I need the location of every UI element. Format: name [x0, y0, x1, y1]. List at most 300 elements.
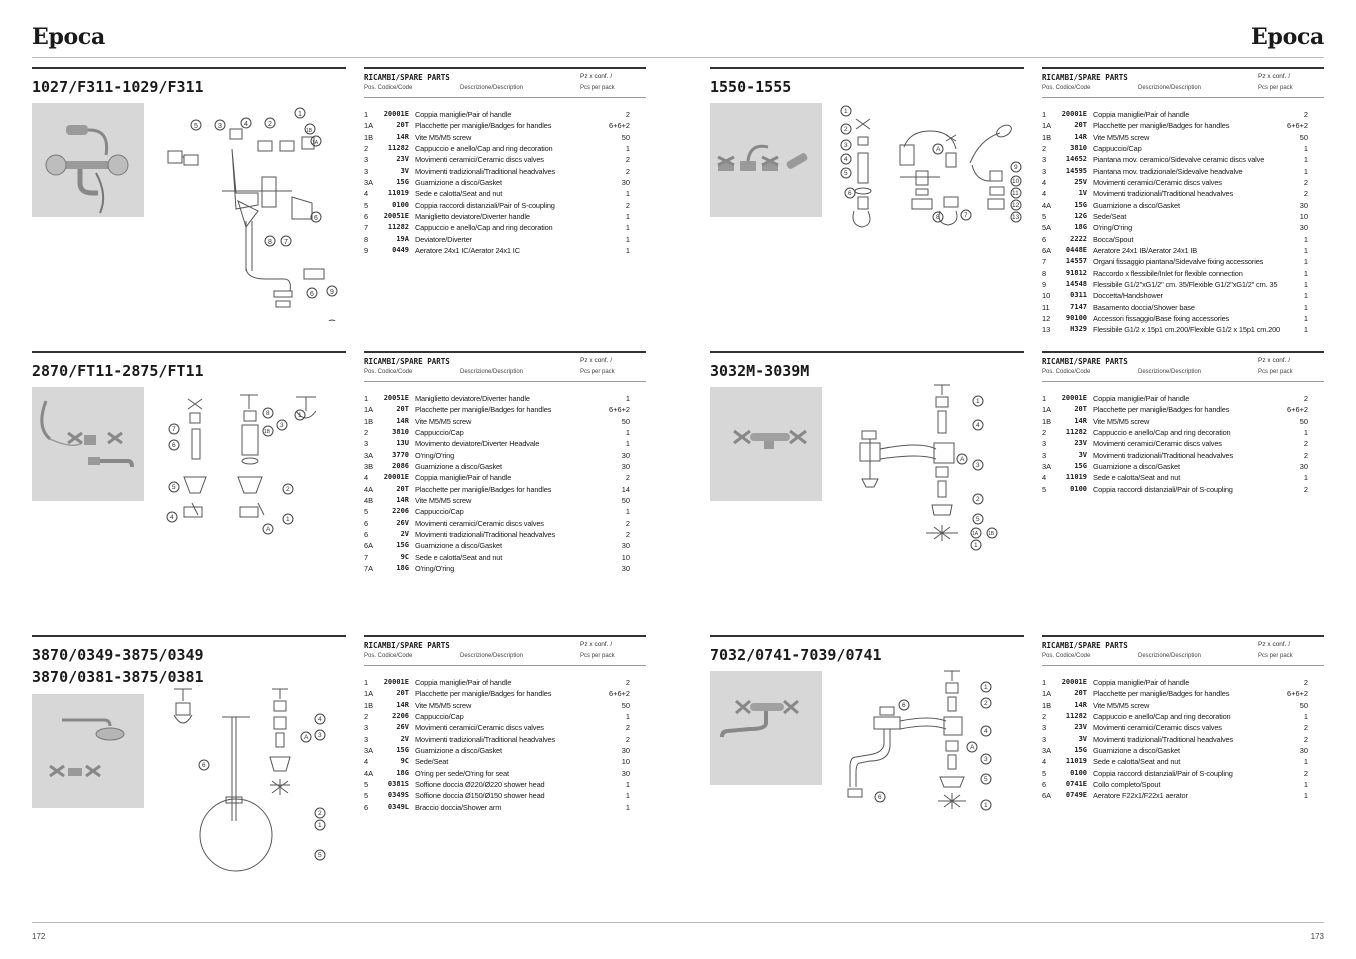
description-cell: Movimenti tradizionali/Traditional headvalves — [1093, 189, 1234, 199]
description-cell: Movimenti ceramici/Ceramic discs valves — [415, 723, 544, 733]
code-cell: 0381S — [387, 779, 409, 788]
pos-cell: 1 — [1042, 394, 1047, 403]
code-cell: 15G — [1074, 745, 1087, 754]
pos-cell: 11 — [1042, 302, 1050, 312]
table-row — [364, 450, 646, 461]
pos-cell: 4 — [1042, 189, 1047, 199]
pcs-per-pack-header: Pcs per pack — [580, 653, 615, 659]
table-row — [1042, 768, 1324, 779]
product-code: 7032/0741-7039/0741 — [710, 646, 882, 664]
table-row — [1042, 688, 1324, 699]
quantity-cell: 2 — [1303, 439, 1308, 449]
table-row — [1042, 132, 1324, 143]
code-cell: 20T — [396, 121, 409, 130]
code-cell: 20001E — [1061, 110, 1087, 118]
table-row — [364, 234, 646, 245]
description-cell: Bocca/Spout — [1093, 234, 1134, 244]
description-cell: Cappuccio/Cap — [415, 427, 464, 437]
header-divider — [364, 381, 646, 382]
quantity-cell: 1 — [1303, 166, 1308, 176]
callout-label: 6 — [902, 702, 906, 709]
pos-cell: 5A — [1042, 223, 1052, 233]
shower-set-photo-icon — [32, 387, 144, 501]
table-row — [1042, 324, 1324, 335]
table-row — [1042, 279, 1324, 290]
spare-parts-table — [1042, 351, 1324, 495]
code-cell: 2222 — [1070, 234, 1087, 243]
table-row — [1042, 245, 1324, 256]
spare-parts-table — [364, 67, 646, 256]
quantity-cell: 10 — [621, 552, 630, 562]
quantity-cell: 50 — [621, 700, 630, 710]
code-cell: 14548 — [1065, 279, 1087, 288]
code-cell: 0100 — [1070, 484, 1087, 493]
pos-cell: 6A — [364, 541, 374, 551]
callout-label: 5 — [172, 484, 176, 491]
table-row — [1042, 302, 1324, 313]
pos-cell: 1A — [1042, 121, 1052, 131]
page-number-left: 172 — [32, 932, 46, 941]
pos-cell: 3 — [1042, 450, 1047, 460]
description-cell: Cappuccio e anello/Cap and ring decoration — [415, 143, 553, 153]
code-cell: 20051E — [383, 394, 409, 402]
pos-cell: 1B — [1042, 132, 1052, 142]
pcs-header: Pz x conf. / — [580, 357, 613, 364]
description-cell: Maniglietto deviatore/Diverter handle — [415, 394, 530, 403]
callout-label: 1B — [264, 429, 271, 435]
description-header: Descrizione/Description — [460, 85, 524, 91]
description-cell: Cappuccio e anello/Cap and ring decoration — [415, 223, 553, 233]
quantity-cell: 30 — [621, 450, 630, 460]
code-cell: 0448E — [1065, 245, 1087, 254]
quantity-cell: 1 — [1303, 245, 1308, 255]
callout-label: 12 — [1012, 202, 1020, 209]
description-cell: Coppia maniglie/Pair of handle — [1093, 394, 1190, 403]
pos-cell: 3A — [364, 450, 374, 460]
description-cell: Placchette per maniglie/Badges for handles — [1093, 121, 1230, 131]
pos-cell: 7 — [364, 552, 369, 562]
table-row — [1042, 427, 1324, 438]
table-row — [1042, 234, 1324, 245]
pos-cell: 6 — [1042, 234, 1047, 244]
pos-cell: 3 — [1042, 166, 1047, 176]
parts-list — [1042, 393, 1324, 495]
description-cell: Aeratore F22x1/F22x1 aerator — [1093, 791, 1188, 801]
quantity-cell: 1 — [1303, 279, 1308, 289]
pos-cell: 12 — [1042, 313, 1051, 323]
product-codes — [710, 76, 791, 98]
description-cell: Movimenti tradizionali/Traditional headvalves — [1093, 450, 1234, 460]
pcs-per-pack-header: Pcs per pack — [1258, 85, 1293, 91]
table-row — [364, 722, 646, 733]
pos-cell: 4A — [1042, 200, 1052, 210]
table-row — [1042, 143, 1324, 154]
callout-label: 1A — [312, 140, 319, 146]
table-row — [1042, 438, 1324, 449]
table-row — [364, 688, 646, 699]
pcs-per-pack-header: Pcs per pack — [1258, 369, 1293, 375]
callout-label: 9 — [330, 289, 334, 296]
pos-cell: 3 — [364, 166, 369, 176]
spare-parts-table — [364, 635, 646, 813]
pcs-per-pack-header: Pcs per pack — [1258, 653, 1293, 659]
callout-label: 5 — [844, 170, 848, 177]
description-cell: Vite M5/M5 screw — [415, 700, 472, 710]
table-row — [1042, 120, 1324, 131]
code-cell: 20T — [1074, 689, 1087, 698]
pos-cell: 4 — [1042, 177, 1047, 187]
code-cell: 3810 — [392, 427, 409, 436]
quantity-cell: 14 — [621, 484, 630, 494]
code-cell: 20001E — [1061, 678, 1087, 686]
callout-label: 3 — [218, 123, 222, 130]
callout-label: 5 — [984, 776, 988, 783]
pos-cell: 7A — [364, 563, 374, 573]
description-cell: Coppia maniglie/Pair of handle — [1093, 110, 1190, 119]
quantity-cell: 2 — [1303, 484, 1308, 494]
callout-label: A — [266, 526, 271, 533]
callout-label: 6 — [878, 794, 882, 801]
quantity-cell: 1 — [625, 779, 630, 789]
description-header: Descrizione/Description — [1138, 85, 1202, 91]
description-cell: Sede e calotta/Seat and nut — [1093, 473, 1181, 483]
code-cell: 20T — [396, 689, 409, 698]
table-rule — [1042, 635, 1324, 637]
code-cell: 11282 — [1065, 427, 1087, 436]
quantity-cell: 6+6+2 — [1287, 689, 1308, 699]
table-row — [1042, 745, 1324, 756]
spare-parts-table — [1042, 67, 1324, 336]
pos-cell: 6 — [364, 802, 369, 812]
description-cell: Guarnizione a disco/Gasket — [415, 461, 502, 471]
table-row — [364, 563, 646, 574]
pos-cell: 7 — [364, 223, 369, 233]
quantity-cell: 2 — [625, 200, 630, 210]
table-row — [1042, 416, 1324, 427]
table-row — [364, 154, 646, 165]
brand-right: Epoca — [1251, 24, 1324, 50]
callout-label: 5 — [194, 123, 198, 130]
quantity-cell: 1 — [625, 394, 630, 403]
shower-column-photo-icon — [32, 694, 144, 808]
code-cell: 0741E — [1065, 779, 1087, 788]
code-cell: 0100 — [1070, 768, 1087, 777]
description-cell: Cappuccio/Cap — [415, 507, 464, 517]
parts-list — [1042, 677, 1324, 802]
callout-label: 8 — [936, 214, 940, 221]
parts-list — [1042, 109, 1324, 336]
description-cell: O'ring per sede/O'ring for seat — [415, 768, 509, 778]
code-cell: 3810 — [1070, 143, 1087, 152]
code-cell: 26V — [396, 723, 409, 732]
table-row — [1042, 211, 1324, 222]
description-cell: O'ring/O'ring — [415, 450, 455, 460]
quantity-cell: 10 — [1299, 211, 1308, 221]
pos-cell: 1A — [364, 121, 374, 131]
pos-cell: 3 — [364, 723, 369, 733]
quantity-cell: 50 — [1299, 132, 1308, 142]
pos-cell: 13 — [1042, 325, 1051, 335]
description-cell: Movimenti ceramici/Ceramic discs valves — [1093, 723, 1222, 733]
quantity-cell: 2 — [1303, 450, 1308, 460]
quantity-cell: 1 — [1303, 473, 1308, 483]
table-row — [1042, 677, 1324, 688]
table-row — [1042, 109, 1324, 120]
product-codes — [710, 644, 882, 666]
callout-label: 3 — [280, 422, 284, 429]
code-cell: 18G — [396, 768, 409, 777]
description-cell: Coppia maniglie/Pair of handle — [1093, 678, 1190, 687]
product-code: 1550-1555 — [710, 78, 792, 96]
quantity-cell: 2 — [1303, 394, 1308, 403]
description-cell: Vite M5/M5 screw — [1093, 416, 1150, 426]
header-divider — [1042, 665, 1324, 666]
quantity-cell: 1 — [1303, 427, 1308, 437]
pos-cell: 1B — [1042, 416, 1052, 426]
pos-cell: 1B — [1042, 700, 1052, 710]
code-cell: 14R — [1074, 416, 1087, 425]
code-cell: 20T — [396, 484, 409, 493]
code-cell: 15G — [1074, 200, 1087, 209]
pos-cell: 1 — [364, 394, 369, 403]
code-cell: 11282 — [387, 143, 409, 152]
table-row — [364, 416, 646, 427]
table-row — [364, 461, 646, 472]
description-cell: Sede/Seat — [1093, 211, 1127, 221]
table-row — [364, 188, 646, 199]
pos-cell: 2 — [364, 427, 369, 437]
table-row — [1042, 700, 1324, 711]
code-cell: 25V — [1074, 177, 1087, 186]
pos-cell: 1 — [364, 110, 369, 119]
pos-cell: 1A — [1042, 405, 1052, 415]
table-row — [1042, 290, 1324, 301]
pos-cell: 3A — [364, 745, 374, 755]
pcs-header: Pz x conf. / — [580, 641, 613, 648]
code-cell: 23V — [396, 155, 409, 164]
table-row — [364, 802, 646, 813]
callout-label: 3 — [984, 756, 988, 763]
callout-label: 2 — [286, 486, 290, 493]
description-cell: Sede/Seat — [415, 757, 449, 767]
quantity-cell: 1 — [1303, 791, 1308, 801]
quantity-cell: 50 — [1299, 416, 1308, 426]
pos-cell: 4B — [364, 495, 374, 505]
pos-cell: 2 — [1042, 427, 1047, 437]
wall-mixer-spout-photo-icon — [710, 671, 822, 785]
quantity-cell: 6+6+2 — [609, 689, 630, 699]
parts-title: RICAMBI/SPARE PARTS — [1042, 357, 1128, 366]
code-cell: 9C — [400, 552, 409, 561]
parts-title: RICAMBI/SPARE PARTS — [1042, 73, 1128, 82]
code-cell: 20051E — [383, 211, 409, 220]
description-cell: Placchette per maniglie/Badges for handles — [1093, 689, 1230, 699]
table-row — [1042, 154, 1324, 165]
table-row — [1042, 756, 1324, 767]
code-cell: 2206 — [392, 711, 409, 720]
pos-cell: 2 — [364, 143, 369, 153]
description-cell: Cappuccio/Cap — [1093, 143, 1142, 153]
description-cell: O'ring/O'ring — [1093, 223, 1133, 233]
description-cell: Movimento deviatore/Diverter Headvale — [415, 439, 540, 449]
code-cell: 3V — [1078, 734, 1087, 743]
table-row — [1042, 177, 1324, 188]
code-cell: 0349L — [387, 802, 409, 811]
table-row — [364, 484, 646, 495]
quantity-cell: 30 — [1299, 745, 1308, 755]
title-rule — [710, 67, 1024, 69]
description-cell: Vite M5/M5 screw — [415, 416, 472, 426]
description-cell: Soffione doccia Ø150/Ø150 shower head — [415, 791, 545, 801]
exploded-diagram — [162, 385, 346, 545]
code-cell: 20T — [1074, 405, 1087, 414]
quantity-cell: 50 — [621, 495, 630, 505]
title-rule — [710, 635, 1024, 637]
quantity-cell: 30 — [1299, 461, 1308, 471]
pos-cell: 3 — [1042, 439, 1047, 449]
pos-cell: 5 — [1042, 484, 1047, 494]
pos-cell: 3 — [1042, 734, 1047, 744]
code-cell: 91812 — [1065, 268, 1087, 277]
description-cell: Movimenti tradizionali/Traditional headvalves — [415, 734, 556, 744]
pos-cell: 6 — [364, 518, 369, 528]
table-row — [364, 495, 646, 506]
code-cell: 7147 — [1070, 302, 1087, 311]
quantity-cell: 2 — [625, 166, 630, 176]
table-row — [364, 745, 646, 756]
description-cell: Placchette per maniglie/Badges for handles — [415, 405, 552, 415]
pos-cell: 1 — [364, 678, 369, 687]
table-rule — [364, 67, 646, 69]
callout-label: 1 — [318, 822, 322, 829]
code-cell: 11019 — [1065, 757, 1087, 766]
table-row — [1042, 779, 1324, 790]
product-codes — [32, 76, 204, 98]
pos-code-header: Pos. Codice/Code — [364, 85, 413, 91]
callout-label: 1 — [984, 802, 988, 809]
description-cell: Movimenti tradizionali/Traditional headvalves — [415, 166, 556, 176]
description-cell: Doccetta/Handshower — [1093, 291, 1163, 301]
callout-label: 2 — [984, 700, 988, 707]
pcs-per-pack-header: Pcs per pack — [580, 369, 615, 375]
quantity-cell: 1 — [625, 211, 630, 221]
exploded-diagram — [840, 101, 1024, 331]
description-cell: Aeratore 24x1 IB/Aerator 24x1 IB — [1093, 245, 1198, 255]
quantity-cell: 2 — [625, 155, 630, 165]
description-cell: Vite M5/M5 screw — [1093, 700, 1150, 710]
callout-label: 2 — [976, 496, 980, 503]
callout-label: 6 — [202, 762, 206, 769]
pos-cell: 1B — [364, 416, 374, 426]
table-row — [364, 472, 646, 483]
description-cell: Braccio doccia/Shower arm — [415, 802, 502, 812]
callout-label: 4 — [844, 156, 848, 163]
table-row — [364, 506, 646, 517]
callout-label: 13 — [1012, 214, 1020, 221]
description-cell: Organi fissaggio piantana/Sidevalve fixing accessories — [1093, 257, 1264, 267]
code-cell: 11282 — [1065, 711, 1087, 720]
pos-code-header: Pos. Codice/Code — [364, 653, 413, 659]
code-cell: 2086 — [392, 461, 409, 470]
spare-parts-table — [1042, 635, 1324, 802]
quantity-cell: 1 — [1303, 234, 1308, 244]
code-cell: 0100 — [392, 200, 409, 209]
description-cell: Guarnizione a disco/Gasket — [415, 541, 502, 551]
product-code: 3870/0349-3875/0349 — [32, 646, 204, 664]
pos-cell: 5 — [364, 779, 369, 789]
description-cell: Coppia raccordi distanziali/Pair of S-coupling — [415, 200, 555, 210]
description-cell: Flessibile G1/2 x 15p1 cm.200/Flexible G1/2 x 15p1 cm.200 — [1093, 325, 1280, 335]
code-cell: 23V — [1074, 439, 1087, 448]
callout-label: 1A — [972, 531, 979, 537]
callout-label: A — [936, 146, 941, 153]
quantity-cell: 2 — [625, 110, 630, 119]
title-rule — [32, 67, 346, 69]
code-cell: 23V — [1074, 723, 1087, 732]
parts-list — [364, 109, 646, 256]
pos-cell: 4 — [364, 757, 369, 767]
pos-code-header: Pos. Codice/Code — [1042, 653, 1091, 659]
pos-cell: 4A — [364, 768, 374, 778]
quantity-cell: 30 — [1299, 200, 1308, 210]
pos-cell: 1A — [364, 689, 374, 699]
code-cell: 18G — [1074, 223, 1087, 232]
callout-label: 6 — [310, 291, 314, 298]
quantity-cell: 1 — [625, 143, 630, 153]
table-row — [364, 132, 646, 143]
exploded-diagram — [162, 101, 346, 321]
product-photo — [710, 671, 822, 785]
callout-label: A — [304, 734, 309, 741]
code-cell: 18G — [396, 563, 409, 572]
pos-cell: 9 — [1042, 279, 1047, 289]
description-cell: Piantana mov. ceramico/Sidevalve ceramic discs valve — [1093, 155, 1265, 165]
description-cell: O'ring/O'ring — [415, 563, 455, 573]
quantity-cell: 10 — [621, 757, 630, 767]
callout-label: 4 — [244, 121, 248, 128]
code-cell: 14R — [396, 495, 409, 504]
parts-title: RICAMBI/SPARE PARTS — [1042, 641, 1128, 650]
description-cell: Sede e calotta/Seat and nut — [1093, 757, 1181, 767]
pos-cell: 7 — [1042, 257, 1047, 267]
callout-label: 3 — [844, 142, 848, 149]
pos-cell: 3A — [1042, 461, 1052, 471]
table-row — [364, 404, 646, 415]
pcs-header: Pz x conf. / — [1258, 73, 1291, 80]
pos-cell: 8 — [1042, 268, 1047, 278]
table-row — [364, 438, 646, 449]
description-cell: Guarnizione a disco/Gasket — [1093, 745, 1180, 755]
product-code: 1027/F311-1029/F311 — [32, 78, 204, 96]
code-cell: 2V — [400, 734, 409, 743]
table-row — [1042, 200, 1324, 211]
quantity-cell: 50 — [621, 416, 630, 426]
quantity-cell: 30 — [621, 461, 630, 471]
quantity-cell: 6+6+2 — [1287, 405, 1308, 415]
code-cell: 11019 — [387, 189, 409, 198]
pos-cell: 5 — [364, 791, 369, 801]
pos-cell: 8 — [364, 234, 369, 244]
code-cell: 0449 — [392, 245, 409, 254]
quantity-cell: 1 — [625, 439, 630, 449]
code-cell: 13U — [396, 439, 409, 448]
title-rule — [32, 635, 346, 637]
description-cell: Movimenti ceramici/Ceramic discs valves — [415, 155, 544, 165]
quantity-cell: 30 — [1299, 223, 1308, 233]
quantity-cell: 30 — [621, 768, 630, 778]
code-cell: 20T — [1074, 121, 1087, 130]
table-row — [364, 109, 646, 120]
